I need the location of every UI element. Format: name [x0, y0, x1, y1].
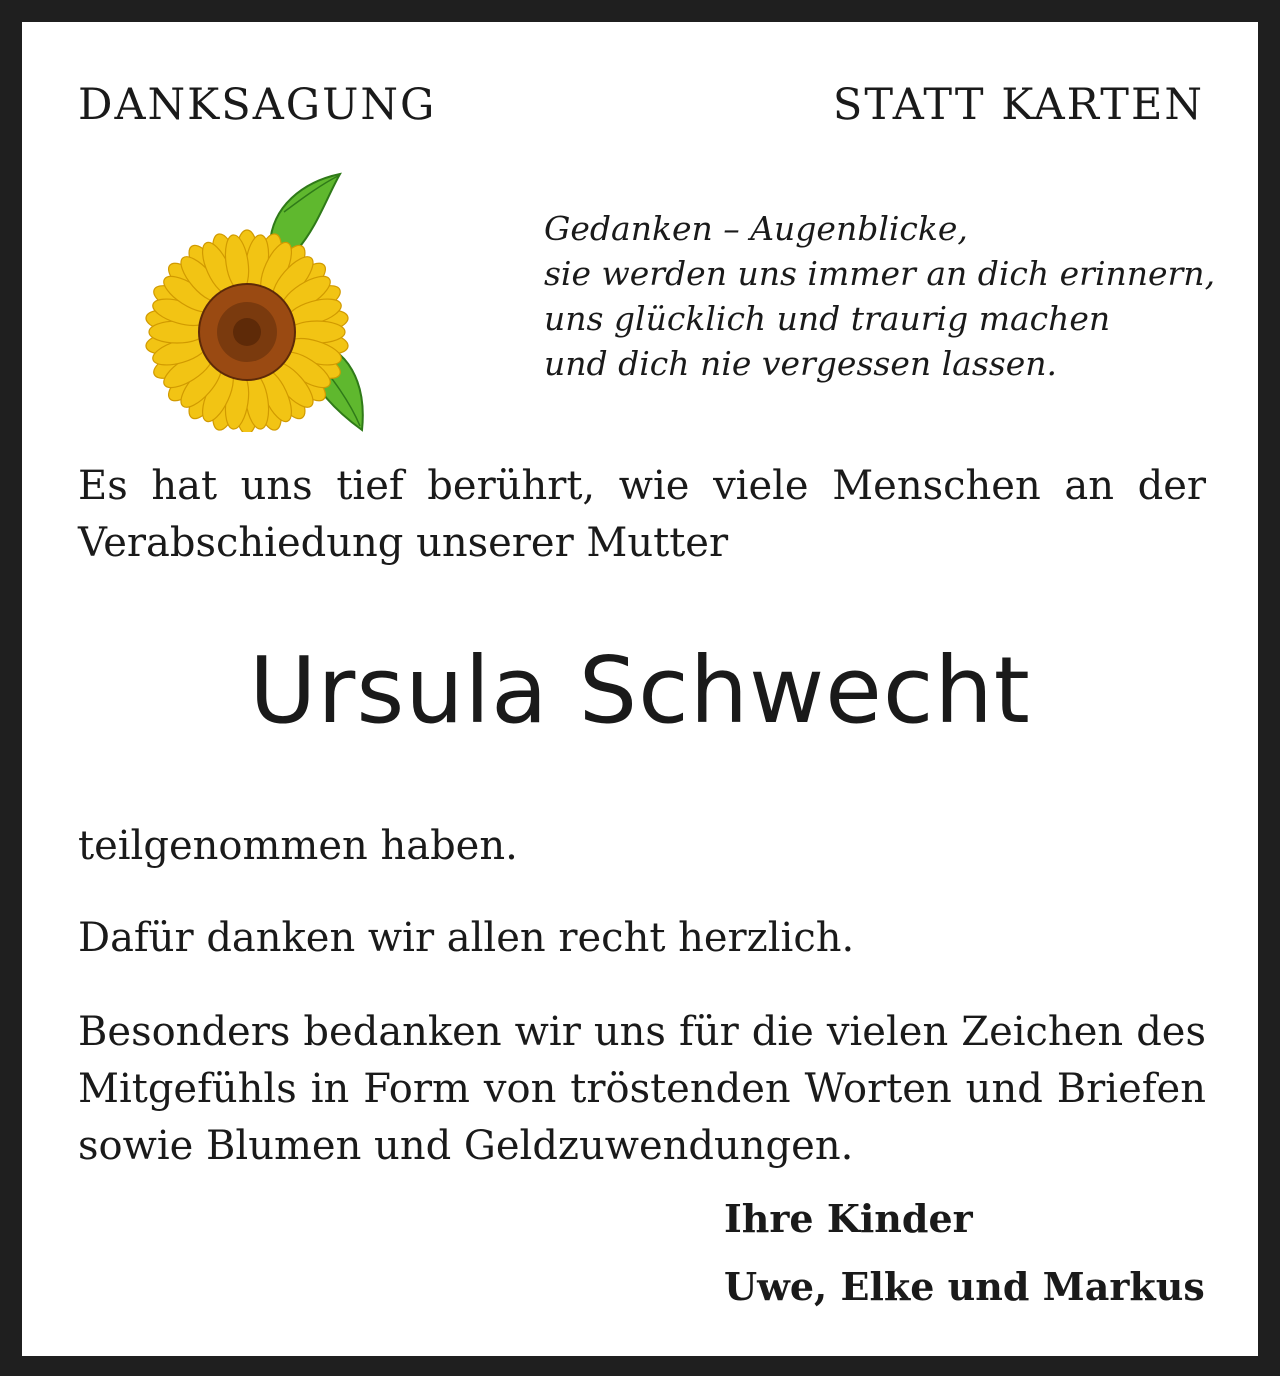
- poem-line: uns glücklich und traurig machen: [544, 299, 1111, 338]
- deceased-name: Ursula Schwecht: [249, 637, 1031, 744]
- header-title: DANKSAGUNG: [78, 80, 437, 130]
- poem-line: Gedanken – Augenblicke,: [544, 209, 968, 248]
- sunflower-icon: [122, 152, 372, 432]
- poem-line: sie werden uns immer an dich erinnern,: [544, 254, 1216, 293]
- signature-names: Uwe, Elke und Markus: [724, 1264, 1205, 1309]
- intro-paragraph: Es hat uns tief berührt, wie viele Menschen an der Verabschiedung unserer Mutter: [78, 463, 1206, 566]
- obituary-card: [22, 22, 1258, 1356]
- paragraph: teilgenommen haben.: [78, 823, 518, 869]
- header-note: STATT KARTEN: [832, 80, 1204, 130]
- signature-line: Ihre Kinder: [724, 1196, 973, 1241]
- paragraph: Besonders bedanken wir uns für die vielen Zeichen des Mitgefühls in Form von tröstenden Worten und Briefen sowie Blumen und Geldzuwendungen.: [78, 1009, 1206, 1169]
- poem-line: und dich nie vergessen lassen.: [544, 344, 1057, 383]
- poem: [544, 206, 1215, 386]
- paragraph: Dafür danken wir allen recht herzlich.: [78, 915, 855, 961]
